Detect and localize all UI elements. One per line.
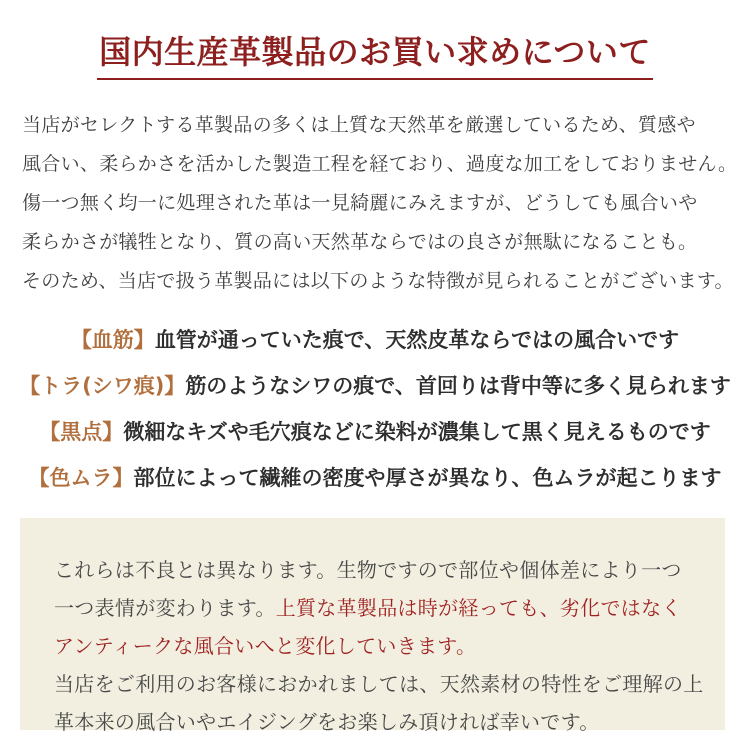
intro-paragraph <box>22 106 736 301</box>
note-line <box>54 703 705 741</box>
intro-line: 風合い、柔らかさを活かした製造工程を経ており、過度な加工をしておりません。 <box>22 153 738 175</box>
feature-item-iromura <box>0 465 750 491</box>
feature-label: 【黒点】 <box>39 420 124 444</box>
intro-line: 傷一つ無く均一に処理された革は一見綺麗にみえますが、どうしても風合いや <box>22 192 698 214</box>
note-text: 革本来の風合いやエイジングをお楽しみ頂ければ幸いです。 <box>54 710 600 734</box>
feature-text: 筋のようなシワの痕で、首回りは背中等に多く見られます <box>185 374 731 398</box>
note-text: 一つ表情が変わります。 <box>54 596 276 620</box>
note-line <box>54 627 705 665</box>
note-line <box>54 665 705 703</box>
page-title-text: 国内生産革製品のお買い求めについて <box>97 27 653 80</box>
feature-item-tora <box>0 373 750 399</box>
intro-line: 柔らかさが犠牲となり、質の高い天然革ならではの良さが無駄になることも。 <box>22 231 698 253</box>
feature-label: 【血筋】 <box>70 328 155 352</box>
note-line <box>54 551 705 589</box>
page-title <box>0 27 750 80</box>
feature-text: 血管が通っていた痕で、天然皮革ならではの風合いです <box>154 328 680 352</box>
feature-label: 【トラ(シワ痕)】 <box>19 374 186 398</box>
note-box <box>20 518 725 734</box>
feature-item-kokuten <box>0 419 750 445</box>
note-text: これらは不良とは異なります。生物ですので部位や個体差により一つ <box>54 558 682 582</box>
feature-text: 部位によって繊維の密度や厚さが異なり、色ムラが起こります <box>133 466 722 490</box>
note-text: 当店をご利用のお客様におかれましては、天然素材の特性をご理解の上 <box>54 672 704 696</box>
note-text-highlight: 上質な革製品は時が経っても、劣化ではなく <box>275 596 682 620</box>
intro-line: そのため、当店で扱う革製品には以下のような特徴が見られることがございます。 <box>22 270 734 292</box>
note-text-highlight: アンティークな風合いへと変化していきます。 <box>54 634 477 658</box>
feature-list <box>0 327 750 491</box>
feature-label: 【色ムラ】 <box>28 466 134 490</box>
feature-text: 微細なキズや毛穴痕などに染料が濃集して黒く見えるものです <box>123 420 711 444</box>
feature-item-chisuji <box>0 327 750 353</box>
note-line <box>54 589 705 627</box>
intro-line: 当店がセレクトする革製品の多くは上質な天然革を厳選しているため、質感や <box>22 114 696 136</box>
